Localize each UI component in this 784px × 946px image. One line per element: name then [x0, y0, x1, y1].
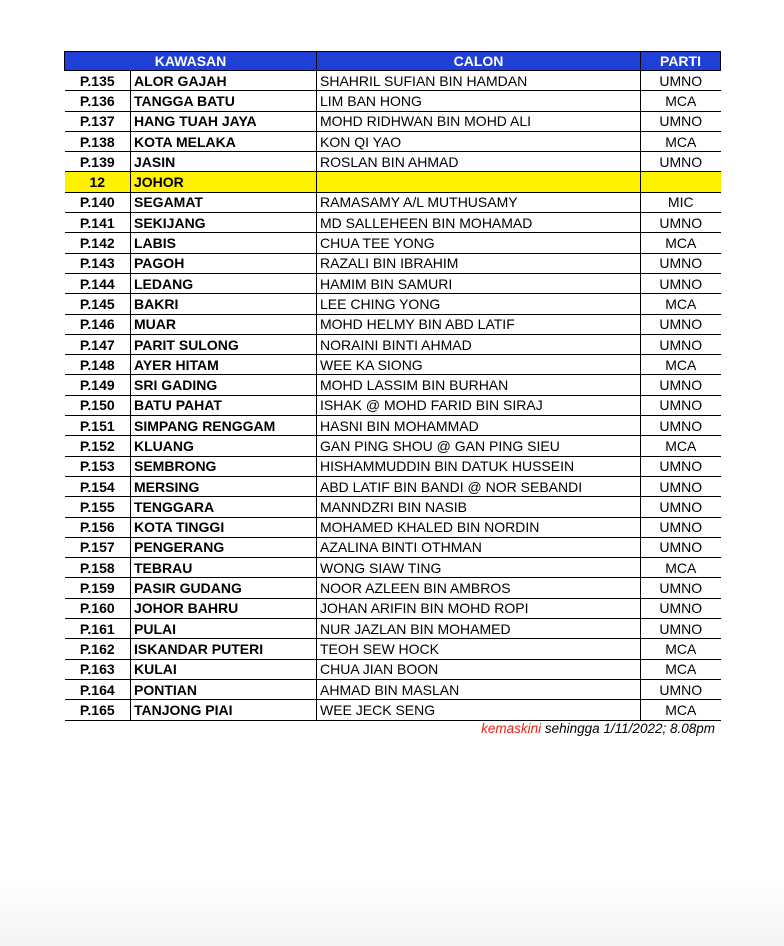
- candidate-name: JOHAN ARIFIN BIN MOHD ROPI: [317, 598, 641, 618]
- constituency-code: P.155: [65, 497, 131, 517]
- constituency-code: P.139: [65, 152, 131, 172]
- candidate-name: MD SALLEHEEN BIN MOHAMAD: [317, 213, 641, 233]
- candidate-name: ABD LATIF BIN BANDI @ NOR SEBANDI: [317, 476, 641, 496]
- candidate-name: [317, 172, 641, 192]
- constituency-name: BAKRI: [131, 294, 317, 314]
- candidate-name: LEE CHING YONG: [317, 294, 641, 314]
- party-name: UMNO: [641, 679, 721, 699]
- constituency-name: LEDANG: [131, 273, 317, 293]
- party-name: UMNO: [641, 497, 721, 517]
- constituency-name: SEMBRONG: [131, 456, 317, 476]
- constituency-name: JOHOR: [131, 172, 317, 192]
- candidate-name: ISHAK @ MOHD FARID BIN SIRAJ: [317, 395, 641, 415]
- constituency-code: P.138: [65, 131, 131, 151]
- table-row: [65, 71, 721, 91]
- table-row: [65, 598, 721, 618]
- header-calon: CALON: [317, 52, 641, 71]
- constituency-name: KLUANG: [131, 436, 317, 456]
- party-name: MCA: [641, 700, 721, 720]
- party-name: UMNO: [641, 476, 721, 496]
- constituency-code: P.157: [65, 537, 131, 557]
- constituency-name: MERSING: [131, 476, 317, 496]
- header-kawasan: KAWASAN: [65, 52, 317, 71]
- party-name: MCA: [641, 659, 721, 679]
- constituency-name: MUAR: [131, 314, 317, 334]
- candidate-name: LIM BAN HONG: [317, 91, 641, 111]
- candidate-name: NORAINI BINTI AHMAD: [317, 334, 641, 354]
- constituency-name: ALOR GAJAH: [131, 71, 317, 91]
- table-row: [65, 639, 721, 659]
- constituency-name: PARIT SULONG: [131, 334, 317, 354]
- candidate-name: NUR JAZLAN BIN MOHAMED: [317, 619, 641, 639]
- party-name: MCA: [641, 91, 721, 111]
- constituency-code: P.160: [65, 598, 131, 618]
- party-name: UMNO: [641, 598, 721, 618]
- party-name: MCA: [641, 355, 721, 375]
- constituency-name: TANGGA BATU: [131, 91, 317, 111]
- candidate-name: WONG SIAW TING: [317, 558, 641, 578]
- constituency-code: P.161: [65, 619, 131, 639]
- constituency-code: P.150: [65, 395, 131, 415]
- table-row: [65, 416, 721, 436]
- table-header-row: [65, 52, 721, 71]
- constituency-code: P.159: [65, 578, 131, 598]
- candidate-name: HASNI BIN MOHAMMAD: [317, 416, 641, 436]
- constituency-code: P.142: [65, 233, 131, 253]
- constituency-name: SEKIJANG: [131, 213, 317, 233]
- constituency-code: P.165: [65, 700, 131, 720]
- table-row: [65, 659, 721, 679]
- candidate-name: NOOR AZLEEN BIN AMBROS: [317, 578, 641, 598]
- party-name: UMNO: [641, 517, 721, 537]
- constituency-name: KOTA TINGGI: [131, 517, 317, 537]
- constituency-name: SIMPANG RENGGAM: [131, 416, 317, 436]
- candidate-name: HAMIM BIN SAMURI: [317, 273, 641, 293]
- constituency-name: BATU PAHAT: [131, 395, 317, 415]
- candidate-name: MANNDZRI BIN NASIB: [317, 497, 641, 517]
- constituency-name: AYER HITAM: [131, 355, 317, 375]
- candidate-name: CHUA TEE YONG: [317, 233, 641, 253]
- update-note: [64, 721, 715, 736]
- party-name: UMNO: [641, 111, 721, 131]
- party-name: MCA: [641, 294, 721, 314]
- constituency-code: P.148: [65, 355, 131, 375]
- candidate-name: KON QI YAO: [317, 131, 641, 151]
- candidate-name: RAMASAMY A/L MUTHUSAMY: [317, 192, 641, 212]
- candidate-name: ROSLAN BIN AHMAD: [317, 152, 641, 172]
- table-row: [65, 294, 721, 314]
- constituency-name: PENGERANG: [131, 537, 317, 557]
- constituency-name: LABIS: [131, 233, 317, 253]
- constituency-code: P.156: [65, 517, 131, 537]
- state-row: [65, 172, 721, 192]
- table-row: [65, 497, 721, 517]
- party-name: UMNO: [641, 456, 721, 476]
- table-row: [65, 395, 721, 415]
- constituency-code: P.153: [65, 456, 131, 476]
- party-name: UMNO: [641, 314, 721, 334]
- party-name: UMNO: [641, 152, 721, 172]
- constituency-name: SRI GADING: [131, 375, 317, 395]
- constituency-code: P.164: [65, 679, 131, 699]
- constituency-name: PONTIAN: [131, 679, 317, 699]
- constituency-code: P.149: [65, 375, 131, 395]
- constituency-name: JASIN: [131, 152, 317, 172]
- constituency-name: HANG TUAH JAYA: [131, 111, 317, 131]
- candidate-name: AZALINA BINTI OTHMAN: [317, 537, 641, 557]
- constituency-name: SEGAMAT: [131, 192, 317, 212]
- candidate-name: WEE JECK SENG: [317, 700, 641, 720]
- constituency-code: P.147: [65, 334, 131, 354]
- constituency-code: P.145: [65, 294, 131, 314]
- constituency-code: P.143: [65, 253, 131, 273]
- constituency-code: P.146: [65, 314, 131, 334]
- table-row: [65, 456, 721, 476]
- party-name: MCA: [641, 436, 721, 456]
- constituency-name: KULAI: [131, 659, 317, 679]
- constituency-name: KOTA MELAKA: [131, 131, 317, 151]
- candidate-name: WEE KA SIONG: [317, 355, 641, 375]
- constituency-name: TANJONG PIAI: [131, 700, 317, 720]
- constituency-code: P.135: [65, 71, 131, 91]
- update-label: kemaskini: [481, 721, 542, 736]
- table-row: [65, 558, 721, 578]
- table-row: [65, 314, 721, 334]
- table-row: [65, 152, 721, 172]
- table-row: [65, 192, 721, 212]
- candidate-name: HISHAMMUDDIN BIN DATUK HUSSEIN: [317, 456, 641, 476]
- table-row: [65, 273, 721, 293]
- constituency-name: TEBRAU: [131, 558, 317, 578]
- table-row: [65, 111, 721, 131]
- constituency-name: ISKANDAR PUTERI: [131, 639, 317, 659]
- constituency-code: P.141: [65, 213, 131, 233]
- table-row: [65, 213, 721, 233]
- constituency-name: PULAI: [131, 619, 317, 639]
- page-bottom-shade: [0, 876, 784, 946]
- table-row: [65, 91, 721, 111]
- party-name: UMNO: [641, 213, 721, 233]
- table-row: [65, 578, 721, 598]
- table-row: [65, 679, 721, 699]
- party-name: UMNO: [641, 253, 721, 273]
- party-name: MCA: [641, 233, 721, 253]
- table-row: [65, 131, 721, 151]
- party-name: UMNO: [641, 71, 721, 91]
- constituency-code: P.136: [65, 91, 131, 111]
- candidate-name: SHAHRIL SUFIAN BIN HAMDAN: [317, 71, 641, 91]
- constituency-code: P.152: [65, 436, 131, 456]
- party-name: MCA: [641, 131, 721, 151]
- candidate-name: CHUA JIAN BOON: [317, 659, 641, 679]
- candidate-table: [64, 51, 721, 721]
- party-name: MCA: [641, 558, 721, 578]
- candidate-name: MOHD HELMY BIN ABD LATIF: [317, 314, 641, 334]
- candidate-name: GAN PING SHOU @ GAN PING SIEU: [317, 436, 641, 456]
- party-name: UMNO: [641, 395, 721, 415]
- constituency-code: P.158: [65, 558, 131, 578]
- table-row: [65, 436, 721, 456]
- constituency-name: PASIR GUDANG: [131, 578, 317, 598]
- candidate-name: MOHAMED KHALED BIN NORDIN: [317, 517, 641, 537]
- table-row: [65, 619, 721, 639]
- party-name: UMNO: [641, 537, 721, 557]
- party-name: UMNO: [641, 273, 721, 293]
- candidate-name: RAZALI BIN IBRAHIM: [317, 253, 641, 273]
- constituency-code: P.144: [65, 273, 131, 293]
- table-row: [65, 355, 721, 375]
- candidate-name: MOHD RIDHWAN BIN MOHD ALI: [317, 111, 641, 131]
- party-name: UMNO: [641, 619, 721, 639]
- candidate-name: AHMAD BIN MASLAN: [317, 679, 641, 699]
- table-row: [65, 233, 721, 253]
- party-name: MCA: [641, 639, 721, 659]
- party-name: UMNO: [641, 416, 721, 436]
- party-name: UMNO: [641, 578, 721, 598]
- party-name: [641, 172, 721, 192]
- constituency-code: P.151: [65, 416, 131, 436]
- table-row: [65, 334, 721, 354]
- constituency-code: P.137: [65, 111, 131, 131]
- table-row: [65, 253, 721, 273]
- constituency-name: JOHOR BAHRU: [131, 598, 317, 618]
- constituency-code: P.162: [65, 639, 131, 659]
- party-name: UMNO: [641, 334, 721, 354]
- constituency-code: P.154: [65, 476, 131, 496]
- table-row: [65, 476, 721, 496]
- candidate-name: MOHD LASSIM BIN BURHAN: [317, 375, 641, 395]
- constituency-code: 12: [65, 172, 131, 192]
- constituency-name: PAGOH: [131, 253, 317, 273]
- constituency-code: P.163: [65, 659, 131, 679]
- header-parti: PARTI: [641, 52, 721, 71]
- table-row: [65, 375, 721, 395]
- table-row: [65, 537, 721, 557]
- party-name: MIC: [641, 192, 721, 212]
- table-row: [65, 517, 721, 537]
- candidate-name: TEOH SEW HOCK: [317, 639, 641, 659]
- update-timestamp: sehingga 1/11/2022; 8.08pm: [541, 721, 715, 736]
- table-row: [65, 700, 721, 720]
- constituency-code: P.140: [65, 192, 131, 212]
- party-name: UMNO: [641, 375, 721, 395]
- constituency-name: TENGGARA: [131, 497, 317, 517]
